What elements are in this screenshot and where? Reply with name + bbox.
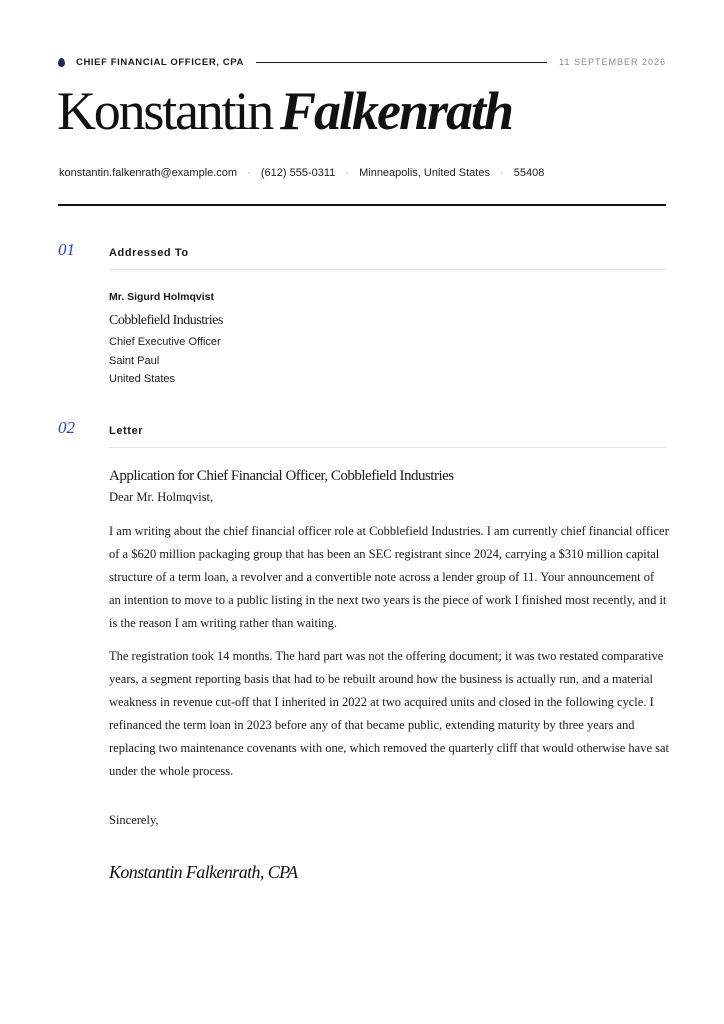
letter-date: 11 SEPTEMBER 2026 — [559, 57, 666, 67]
section-divider — [109, 447, 666, 448]
letter-paragraph: The registration took 14 months. The hard part was not the offering document; it was two restated comparative years, a segment reporting basis that had to be rebuilt around how the business is actually run, and a material weakness in revenue cut-off that I inherited in 2022 at two acquired units and closed in the following cycle. I refinanced the term loan in 2023 before any of that became public, extending maturity by three years and replacing two maintenance covenants with one, which removed the quarterly cliff that would otherwise have sat under the whole process. — [109, 649, 669, 778]
sender-name — [57, 82, 512, 141]
bullet-dot-icon — [58, 58, 65, 67]
contact-location: Minneapolis, United States — [359, 167, 490, 179]
contact-separator: · — [345, 167, 350, 179]
letter-paragraph: I am writing about the chief financial officer role at Cobblefield Industries. I am currently chief financial officer of a $620 million packaging group that has been an SEC registrant since 2024, carrying a $310 million capital structure of a term loan, a revolver and a convertible note across a lender group of 11. Your announcement of an intention to move to a public listing in the next two years is the piece of work I finished most recently, and it is the reason I am writing rather than waiting. — [109, 524, 669, 630]
recipient-city: Saint Paul — [109, 354, 160, 367]
recipient-name: Mr. Sigurd Holmqvist — [109, 291, 215, 303]
section-divider — [109, 269, 666, 270]
contact-line — [59, 167, 544, 179]
contact-postal: 55408 — [513, 167, 545, 179]
letter-subject: Application for Chief Financial Officer, Cobblefield Industries — [109, 468, 454, 484]
section-title-letter: Letter — [109, 425, 144, 437]
contact-separator: · — [500, 167, 504, 179]
letter-closing: Sincerely, — [109, 813, 159, 827]
section-number-addressed: 01 — [58, 240, 75, 259]
contact-separator: · — [247, 167, 251, 179]
contact-email[interactable]: konstantin.falkenrath@example.com — [59, 167, 238, 179]
recipient-title: Chief Executive Officer — [109, 336, 221, 348]
recipient-block — [109, 290, 223, 389]
sender-last-name: Falkenrath — [280, 81, 513, 141]
sender-first-name: Konstantin — [57, 81, 272, 141]
letter-signature: Konstantin Falkenrath, CPA — [109, 862, 298, 882]
letter-salutation: Dear Mr. Holmqvist, — [109, 490, 214, 504]
contact-phone[interactable]: (612) 555-0311 — [260, 167, 336, 179]
recipient-country: United States — [109, 373, 176, 385]
role-label: CHIEF FINANCIAL OFFICER, CPA — [76, 56, 244, 68]
header-divider — [256, 62, 547, 63]
header-top-row — [58, 54, 666, 70]
section-title-addressed: Addressed To — [109, 247, 189, 259]
section-number-letter: 02 — [58, 418, 75, 437]
header-rule — [58, 204, 666, 206]
recipient-company: Cobblefield Industries — [109, 313, 223, 328]
letter-body — [109, 466, 669, 883]
